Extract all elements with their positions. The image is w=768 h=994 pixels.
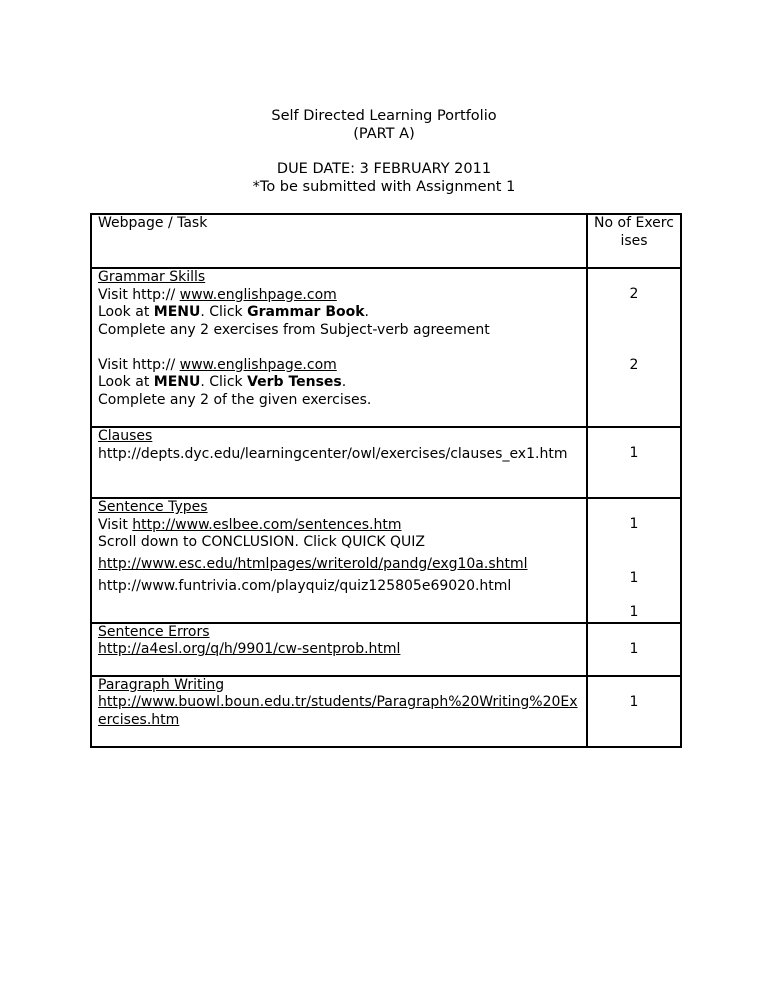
column-header-task: Webpage / Task [91,214,587,268]
sentence-errors-heading: Sentence Errors [98,623,210,640]
sentence-types-count-2: 1 [629,569,639,586]
sentence-types-instruction: Scroll down to CONCLUSION. Click QUICK QUIZ [98,534,425,550]
clauses-heading: Clauses [98,428,153,444]
paragraph-count: 1 [629,693,639,710]
document-part: (PART A) [353,126,415,142]
sentence-errors-count-cell [587,623,681,676]
grammar-count-2: 2 [629,356,639,373]
sentence-types-task-cell: Sentence Types Visit http://www.eslbee.com/sentences.htm Scroll down to CONCLUSION. Click QUICK QUIZ http://www.esc.edu/htmlpages/writerold/pandg/exg10a.shtml http://www.funtrivia.com/playquiz/quiz125805e69020.html [91,498,587,623]
column-header-count: No of Exercises [587,214,681,268]
clauses-url: http://depts.dyc.edu/learningcenter/owl/exercises/clauses_ex1.htm [98,445,568,462]
a4esl-link[interactable]: http://a4esl.org/q/h/9901/cw-sentprob.html [98,641,401,657]
esc-link[interactable]: http://www.esc.edu/htmlpages/writerold/pandg/exg10a.shtml [98,555,528,572]
grammar-count-cell [587,268,681,427]
portfolio-table [90,213,682,748]
paragraph-count-cell [587,676,681,747]
table-row-paragraph [91,676,681,747]
buowl-link[interactable]: http://www.buowl.boun.edu.tr/students/Paragraph%20Writing%20Exercises.htm [98,694,578,728]
grammar-instruction-1: Complete any 2 exercises from Subject-verb agreement [98,321,490,338]
sentence-types-heading: Sentence Types [98,499,208,515]
englishpage-link-2[interactable]: www.englishpage.com [179,356,337,373]
paragraph-task-cell [91,676,587,747]
document-header [0,107,768,196]
verb-tenses-label: Verb Tenses [247,374,342,390]
grammar-task-cell: Grammar Skills Visit http:// www.englishpage.com Look at MENU. Click Grammar Book. Complete any 2 exercises from Subject-verb agreement Visit http:// www.englishpage.com Look at MENU. Click Verb Tenses. Complete any 2 of the given exercises. [91,268,587,427]
sentence-types-count-1: 1 [629,516,639,532]
grammar-count-1: 2 [629,286,639,302]
funtrivia-url: http://www.funtrivia.com/playquiz/quiz125805e69020.html [98,578,512,594]
due-date: DUE DATE: 3 FEBRUARY 2011 [276,161,492,177]
clauses-task-cell [91,427,587,498]
grammar-book-label: Grammar Book [247,304,365,320]
eslbee-link[interactable]: http://www.eslbee.com/sentences.htm [132,516,402,533]
clauses-count: 1 [629,445,639,461]
table-row-sentence-types [91,498,681,623]
paragraph-heading: Paragraph Writing [98,676,225,693]
sentence-errors-task-cell [91,623,587,676]
grammar-instruction-2: Complete any 2 of the given exercises. [98,391,372,408]
submission-note: *To be submitted with Assignment 1 [252,179,516,195]
sentence-types-count-cell [587,498,681,623]
table-row-clauses [91,427,681,498]
englishpage-link-1[interactable]: www.englishpage.com [179,286,337,303]
table-row-sentence-errors [91,623,681,676]
document-title: Self Directed Learning Portfolio [271,108,497,124]
clauses-count-cell [587,427,681,498]
grammar-heading: Grammar Skills [98,269,206,285]
table-row-grammar [91,268,681,427]
table-header-row [91,214,681,268]
sentence-errors-count: 1 [629,640,639,657]
sentence-types-count-3: 1 [629,604,639,620]
